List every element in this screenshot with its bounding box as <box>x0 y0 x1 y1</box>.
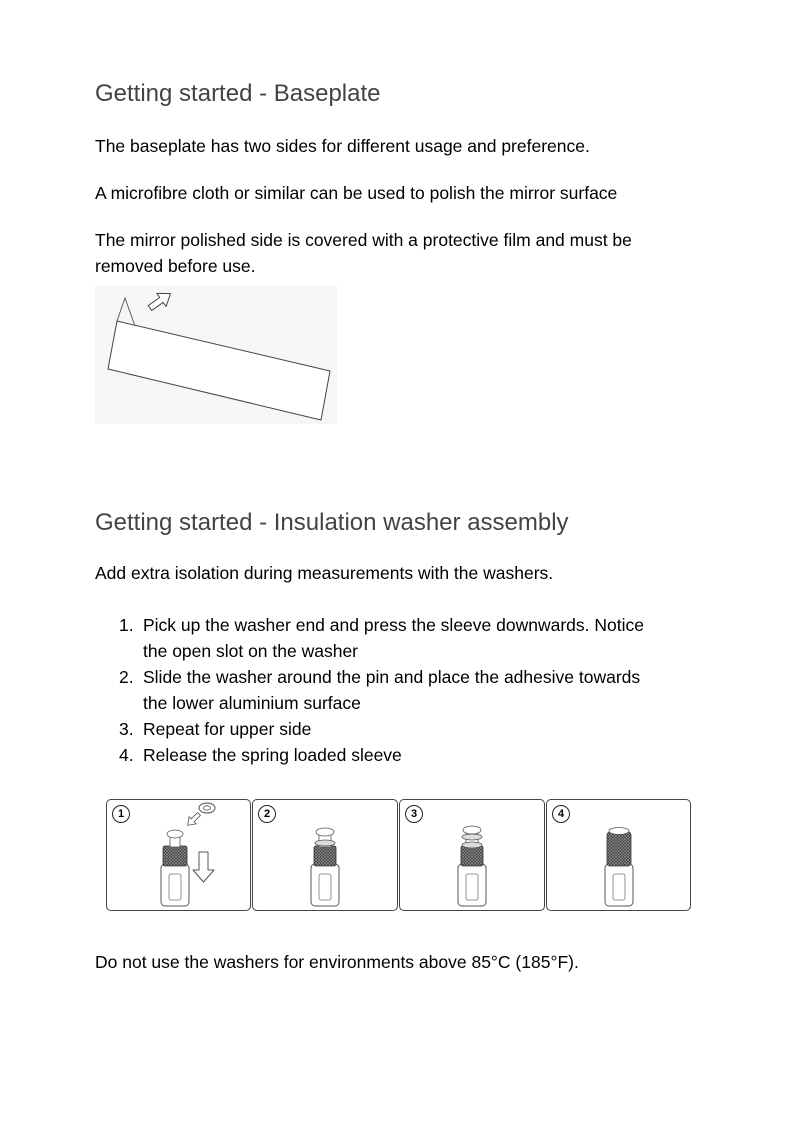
step-badge: 3 <box>405 805 423 823</box>
step-panel-2 <box>252 799 398 911</box>
step-panel-1 <box>106 799 251 911</box>
baseplate-film-illustration <box>95 286 337 424</box>
step-badge: 1 <box>112 805 130 823</box>
temperature-warning-text: Do not use the washers for environments above 85°C (185°F). <box>95 952 579 972</box>
step-number: 1. <box>119 615 134 635</box>
list-item <box>95 742 644 768</box>
step-text: Repeat for upper side <box>143 719 312 739</box>
assembly-steps-list <box>95 612 644 768</box>
polish-instruction-text: A microfibre cloth or similar can be used to polish the mirror surface <box>95 183 618 203</box>
baseplate-intro-text: The baseplate has two sides for different usage and preference. <box>95 136 590 156</box>
step-badge: 4 <box>552 805 570 823</box>
list-item <box>95 664 644 716</box>
list-item <box>95 716 644 742</box>
step-number: 2. <box>119 667 134 687</box>
step-text-continued: the lower aluminium surface <box>143 693 361 713</box>
step-badge: 2 <box>258 805 276 823</box>
step-text: Slide the washer around the pin and place the adhesive towards <box>143 667 641 687</box>
protective-film-text-line2: removed before use. <box>95 256 256 276</box>
washer-intro-text: Add extra isolation during measurements with the washers. <box>95 563 554 583</box>
step-number: 3. <box>119 719 134 739</box>
insert-arrow-icon <box>184 810 202 828</box>
step-number: 4. <box>119 745 134 765</box>
list-item <box>95 612 644 664</box>
step-text: Pick up the washer end and press the sleeve downwards. Notice <box>143 615 644 635</box>
step-text: Release the spring loaded sleeve <box>143 745 402 765</box>
press-down-arrow-icon <box>193 852 214 882</box>
step-text-continued: the open slot on the washer <box>143 641 359 661</box>
washer-step-illustration <box>400 800 546 912</box>
washer-step-illustration <box>547 800 692 912</box>
protective-film-text-line1: The mirror polished side is covered with a protective film and must be <box>95 230 632 250</box>
washer-step-illustration <box>253 800 399 912</box>
step-panel-3 <box>399 799 545 911</box>
baseplate-heading: Getting started - Baseplate <box>95 80 381 107</box>
washer-assembly-heading: Getting started - Insulation washer assembly <box>95 509 569 536</box>
washer-step-illustration <box>107 800 252 912</box>
step-panel-4 <box>546 799 691 911</box>
